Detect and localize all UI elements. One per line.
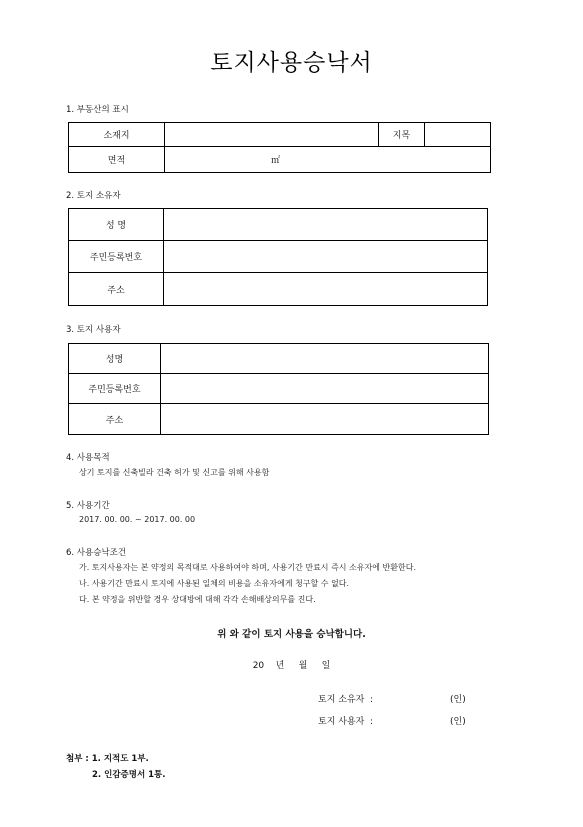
- attachment-line-1: 첨부 : 1. 지적도 1부.: [66, 754, 149, 764]
- owner-name-field[interactable]: [164, 209, 488, 241]
- jimok-label: 지목: [379, 123, 425, 147]
- consent-statement: 위 와 같이 토지 사용을 승낙합니다.: [217, 629, 366, 640]
- section-3-heading: 3. 토지 사용자: [66, 325, 121, 335]
- user-address-field[interactable]: [161, 404, 489, 435]
- area-label: 면적: [69, 147, 165, 173]
- user-id-field[interactable]: [161, 374, 489, 404]
- date-line: 20 년 월 일: [252, 661, 331, 671]
- condition-item: 다. 본 약정을 위반할 경우 상대방에 대해 각각 손해배상의무를 진다.: [79, 595, 316, 604]
- user-address-label: 주소: [69, 404, 161, 435]
- purpose-text: 상기 토지를 신축빌라 건축 허가 및 신고를 위해 사용함: [79, 468, 270, 477]
- condition-item: 가. 토지사용자는 본 약정의 목적대로 사용하여야 하며, 사용기간 만료시 즉시 소유자에 반환한다.: [79, 563, 416, 572]
- user-id-label: 주민등록번호: [69, 374, 161, 404]
- jimok-field[interactable]: [425, 123, 491, 147]
- area-field[interactable]: [165, 147, 491, 173]
- condition-item: 나. 사용기간 만료시 토지에 사용된 일체의 비용을 소유자에게 청구할 수 없다.: [79, 579, 350, 588]
- location-field[interactable]: [165, 123, 379, 147]
- user-name-label: 성명: [69, 344, 161, 374]
- user-seal: (인): [450, 717, 466, 727]
- area-unit: ㎡: [271, 156, 281, 166]
- location-label: 소재지: [69, 123, 165, 147]
- page-title: 토지사용승낙서: [210, 50, 373, 76]
- attachment-line-2: 2. 인감증명서 1통.: [92, 770, 166, 780]
- section-6-heading: 6. 사용승낙조건: [66, 548, 127, 558]
- section-2-heading: 2. 토지 소유자: [66, 191, 121, 201]
- section-5-heading: 5. 사용기간: [66, 501, 110, 511]
- owner-id-field[interactable]: [164, 241, 488, 273]
- user-name-field[interactable]: [161, 344, 489, 374]
- owner-signature-label: 토지 소유자 :: [318, 695, 374, 705]
- section-4-heading: 4. 사용목적: [66, 453, 110, 463]
- owner-name-label: 성 명: [69, 209, 164, 241]
- property-table: [68, 122, 491, 173]
- user-table: [68, 343, 489, 435]
- owner-id-label: 주민등록번호: [69, 241, 164, 273]
- owner-seal: (인): [450, 695, 466, 705]
- section-1-heading: 1. 부동산의 표시: [66, 105, 129, 115]
- owner-address-label: 주소: [69, 273, 164, 306]
- period-text: 2017. 00. 00. ~ 2017. 00. 00: [79, 515, 196, 524]
- owner-address-field[interactable]: [164, 273, 488, 306]
- owner-table: [68, 208, 488, 306]
- user-signature-label: 토지 사용자 :: [318, 717, 374, 727]
